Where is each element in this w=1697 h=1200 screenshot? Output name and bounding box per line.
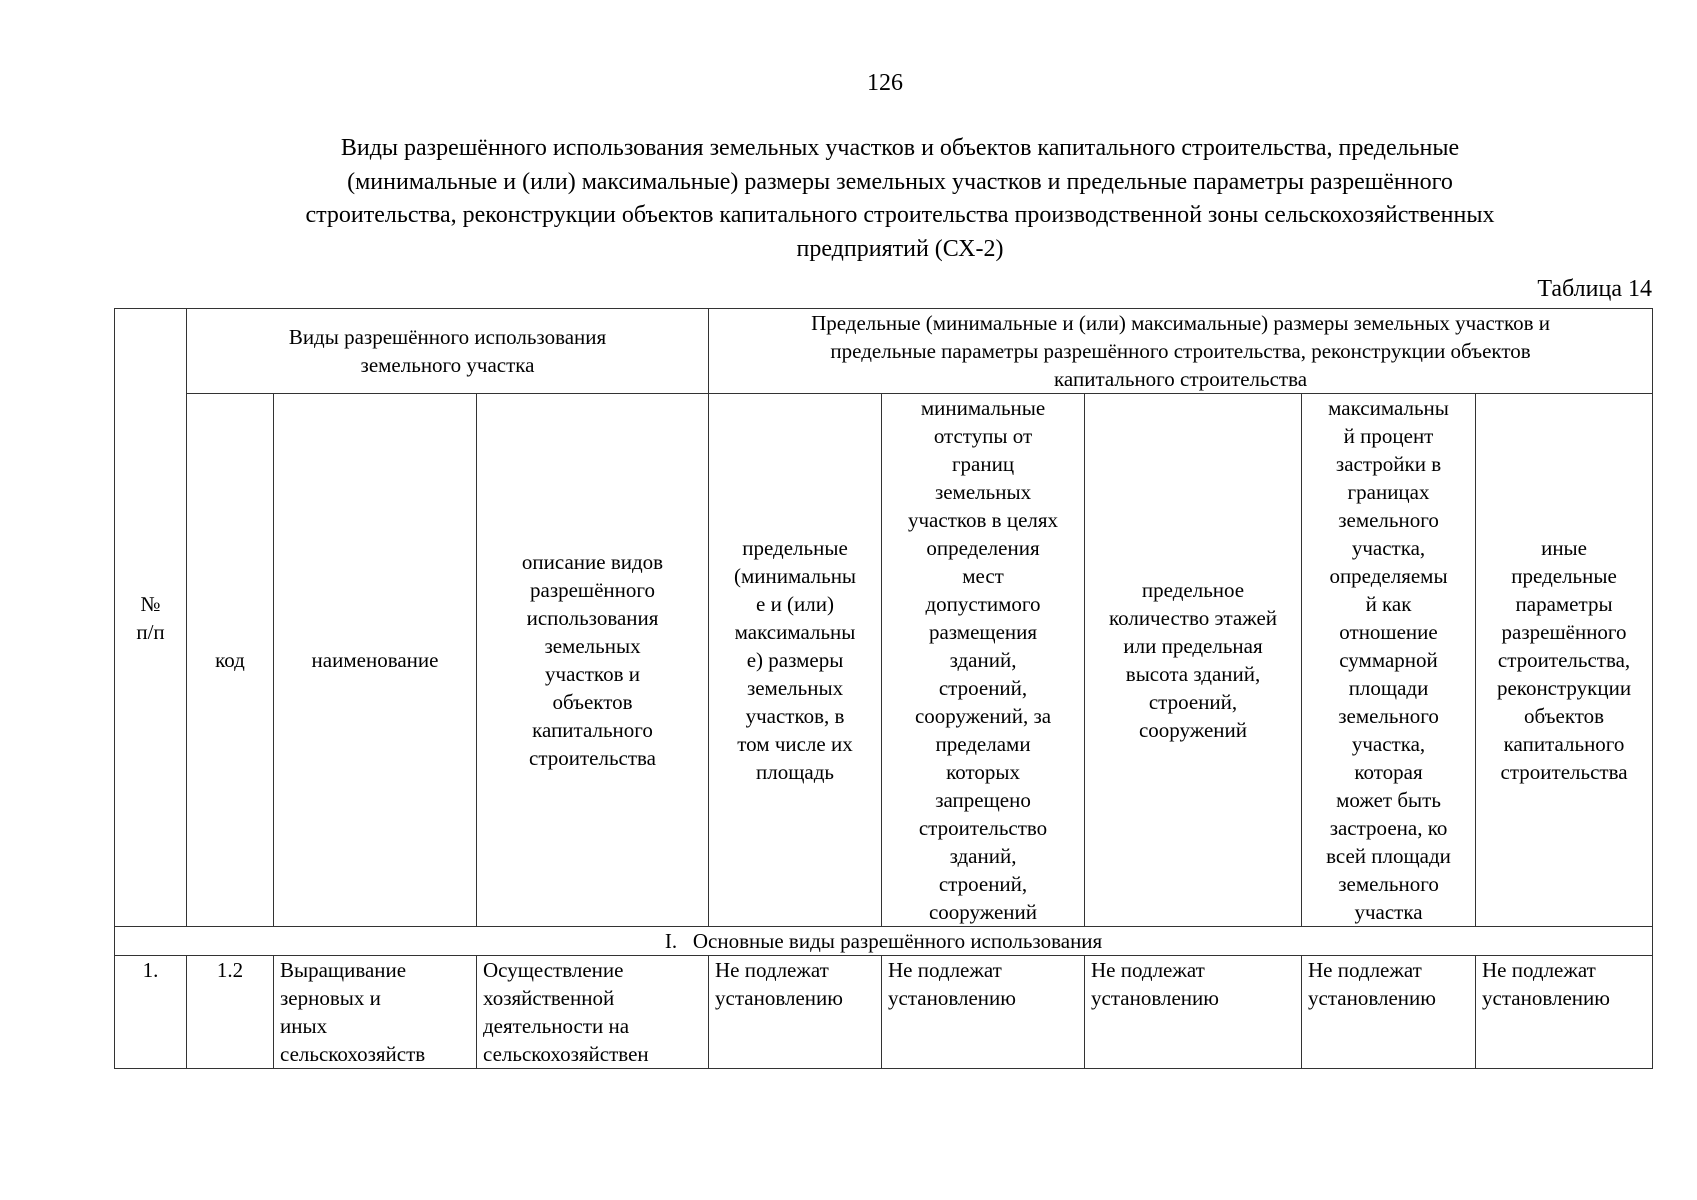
row-floors: Не подлежат установлению [1085, 956, 1302, 1069]
row-code: 1.2 [187, 956, 274, 1069]
header-num: № п/п [115, 309, 187, 927]
header-other: иные предельные параметры разрешённого строительства, реконструкции объектов капитального строительства [1476, 394, 1653, 927]
header-group-limits: Предельные (минимальные и (или) максимальные) размеры земельных участков и предельные параметры разрешённого строительства, реконструкции объектов капитального строительства [709, 309, 1653, 394]
title-line-1: Виды разрешённого использования земельных участков и объектов капитального строительства, предельные [340, 135, 1460, 161]
header-name: наименование [274, 394, 477, 927]
row-name: Выращивание зерновых и иных сельскохозяйств [274, 956, 477, 1069]
row-other: Не подлежат установлению [1476, 956, 1653, 1069]
document-title [200, 132, 1600, 266]
title-line-2: (минимальные и (или) максимальные) размеры земельных участков и предельные параметры разрешённого [347, 168, 1453, 195]
header-floors: предельное количество этажей или предельная высота зданий, строений, сооружений [1085, 394, 1302, 927]
title-line-3: строительства, реконструкции объектов капитального строительства производственной зоны сельскохозяйственных [305, 202, 1495, 228]
table-label: Таблица 14 [1537, 276, 1652, 302]
page-number: 126 [867, 70, 903, 96]
row-coverage: Не подлежат установлению [1302, 956, 1476, 1069]
header-code: код [187, 394, 274, 927]
title-line-4: предприятий (СХ-2) [796, 235, 1004, 262]
row-limit-size: Не подлежат установлению [709, 956, 882, 1069]
header-setbacks: минимальные отступы от границ земельных участков в целях определения мест допустимого размещения зданий, строений, сооружений, за пределами которых запрещено строительство зданий, строений, сооружений [882, 394, 1085, 927]
section-title: I. Основные виды разрешённого использования [115, 927, 1653, 956]
header-group-types: Виды разрешённого использования земельного участка [187, 309, 709, 394]
zoning-table [114, 308, 1653, 1069]
row-description: Осуществление хозяйственной деятельности на сельскохозяйствен [477, 956, 709, 1069]
header-coverage: максимальны й процент застройки в границах земельного участка, определяемы й как отношение суммарной площади земельного участка, которая может быть застроена, ко всей площади земельного участка [1302, 394, 1476, 927]
header-limit-size: предельные (минимальны е и (или) максимальны е) размеры земельных участков, в том числе их площадь [709, 394, 882, 927]
header-description: описание видов разрешённого использования земельных участков и объектов капитального строительства [477, 394, 709, 927]
row-setbacks: Не подлежат установлению [882, 956, 1085, 1069]
row-num: 1. [115, 956, 187, 1069]
table-row [115, 956, 1653, 1069]
